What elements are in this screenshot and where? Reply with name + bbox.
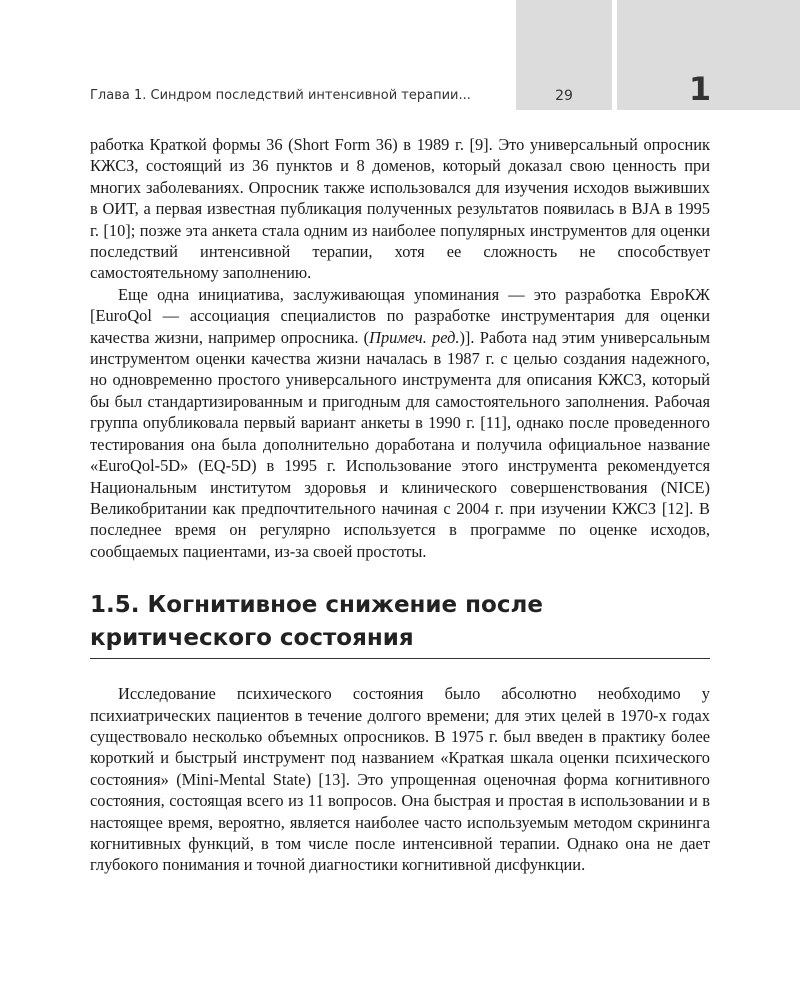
editor-note: Примеч. ред.: [369, 327, 460, 347]
chapter-number: 1: [688, 70, 712, 108]
paragraph: работка Краткой формы 36 (Short Form 36) в 1989 г. [9]. Это универсальный опросник КЖСЗ, состоящий из 36 пунктов и 8 доменов, который доказал свою ценность при многих заболеваниях. Опросник также использовался для изучения исходов выживших в ОИТ, а первая известная публикация полученных результатов появилась в BJA в 1995 г. [10]; позже эта анкета стала одним из наиболее популярных инструментов для оценки последствий интенсивной терапии, хотя ее сложность не способствует самостоятельному заполнению.: [90, 135, 710, 283]
section-heading: [90, 589, 710, 659]
page-number: 29: [555, 88, 573, 104]
paragraph-text: )]. Работа над этим универсальным инструментом оценки качества жизни началась в 1987 г. с целью создания надежного, но одновременно простого универсального инструмента для описания КЖСЗ, который бы был стандартизированным и пригодным для самостоятельного заполнения. Рабочая группа опубликовала первый вариант анкеты в 1990 г. [11], однако после проведенного тестирования она была дополнительно доработана и получила официальное название «EuroQol-5D» (EQ-5D) в 1995 г. Использование этого инструмента рекомендуется Национальным институтом здоровья и клинического совершенствования (NICE) Великобритании как предпочтительного начиная с 2004 г. при изучении КЖСЗ [12]. В последнее время он регулярно используется в программе по оценке исходов, сообщаемых пациентами, из-за своей простоты.: [90, 327, 710, 561]
running-head: Глава 1. Синдром последствий интенсивной терапии...: [90, 88, 471, 103]
paragraph: [90, 284, 710, 562]
page-body: [90, 134, 710, 876]
section-heading-line: критического состояния: [90, 625, 414, 652]
paragraph-text: Еще одна инициатива, заслуживающая упоминания — это разработка ЕвроКЖ [EuroQol — ассоциация специалистов по разработке инструментария для оценки качества жизни, например опросника. (: [90, 284, 710, 347]
paragraph: Исследование психического состояния было абсолютно необходимо у психиатрических пациентов в течение долгого времени; для этих целей в 1970-х годах существовало несколько объемных опросников. В 1975 г. был введен в практику более короткий и быстрый инструмент под названием «Краткая шкала оценки психического состояния» (Mini-Mental State) [13]. Это упрощенная оценочная форма когнитивного состояния, состоящая всего из 11 вопросов. Она быстрая и простая в использовании и в настоящее время, вероятно, является наиболее часто используемым методом скрининга когнитивных функций, в том числе после интенсивной терапии. Однако она не дает глубокого понимания и точной диагностики когнитивной дисфункции.: [90, 684, 710, 875]
section-heading-line: 1.5. Когнитивное снижение после: [90, 592, 543, 619]
